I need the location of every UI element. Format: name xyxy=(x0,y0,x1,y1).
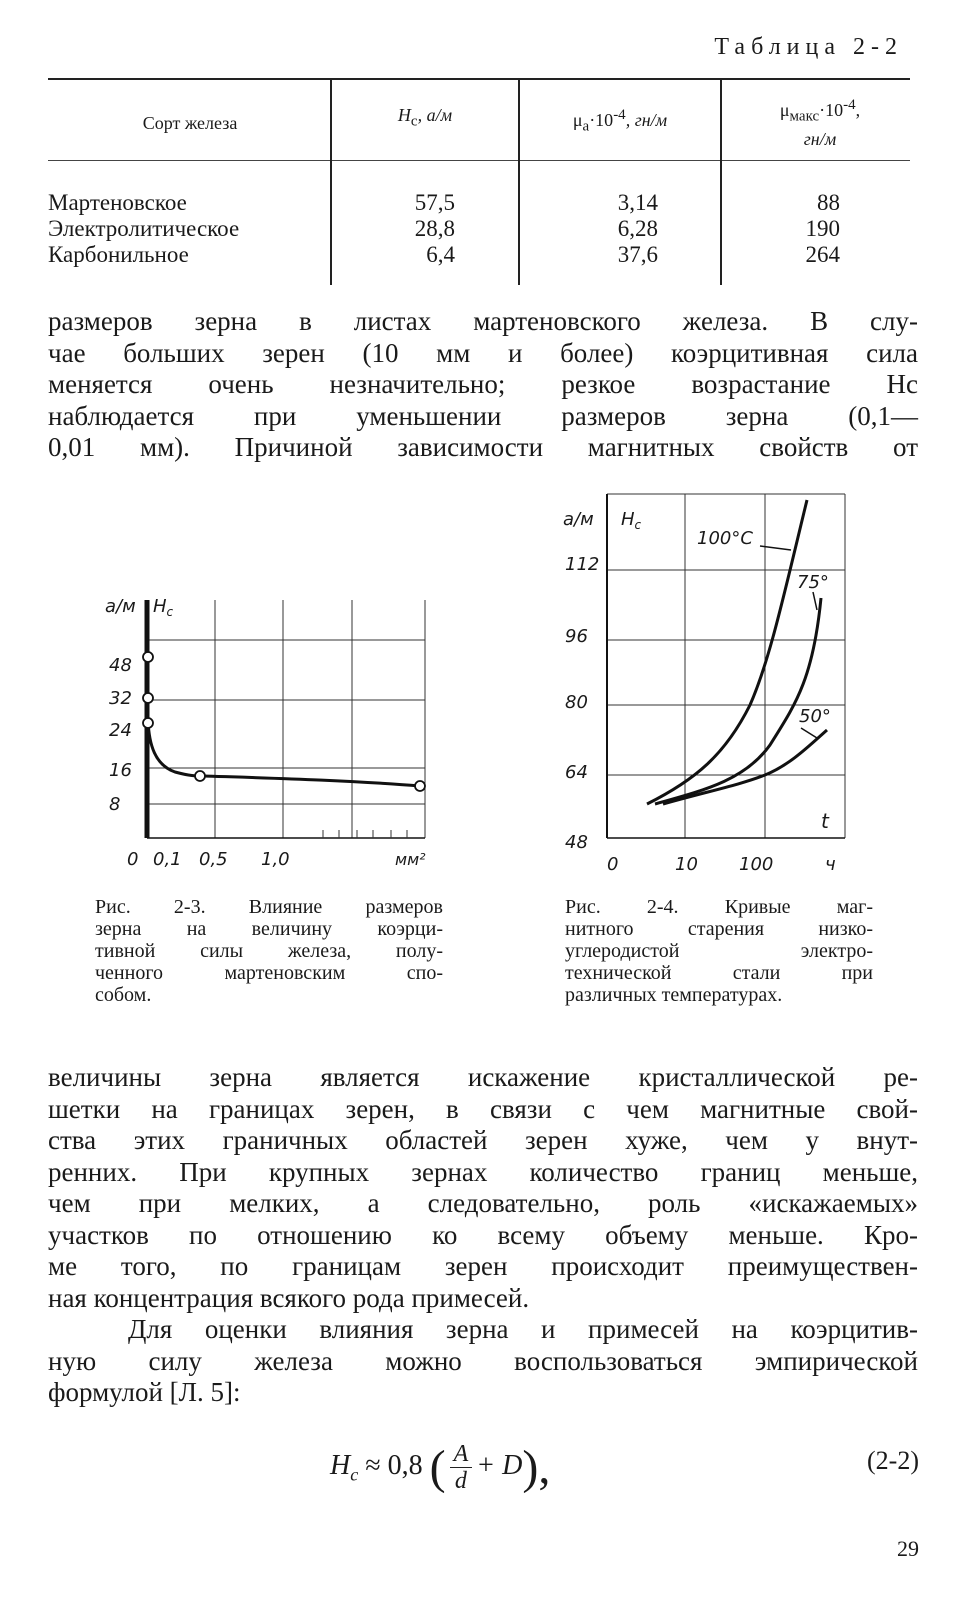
data-point xyxy=(415,781,425,791)
table-col-hc xyxy=(340,190,455,268)
y-tick-label: 32 xyxy=(109,688,132,709)
table-cell: 28,8 xyxy=(414,216,455,241)
table-cell: 190 xyxy=(805,216,840,241)
y-tick-label: 8 xyxy=(109,794,121,815)
y-tick-label: 48 xyxy=(565,832,588,853)
text-line: ме того, по границам зерен происходит преимуществен- xyxy=(48,1251,918,1281)
series-line xyxy=(655,598,821,804)
curve-label-100: 100°C xyxy=(697,528,753,549)
label-leader xyxy=(813,592,817,610)
y-axis-symbol: $H_c$ xyxy=(621,509,642,532)
caption-line: углеродистой электро- xyxy=(565,940,873,962)
x-tick-label: 0 xyxy=(607,854,619,875)
y-tick-label: 48 xyxy=(109,655,132,676)
table-cell: 57,5 xyxy=(414,190,455,215)
caption-line: различных температурах. xyxy=(565,984,783,1006)
figure-2-3-caption xyxy=(95,896,443,1006)
text-line: шетки на границах зерен, в связи с чем магнитные свой- xyxy=(48,1093,918,1124)
y-axis-symbol: $H_c$ xyxy=(153,596,174,619)
series-line xyxy=(663,730,827,804)
page-number: 29 xyxy=(897,1536,919,1561)
chart-grid xyxy=(147,600,425,838)
y-tick-label: 64 xyxy=(565,762,588,783)
table-col-divider xyxy=(330,80,332,285)
caption-line: тивной силы железа, полу- xyxy=(95,940,443,962)
y-tick-label: 96 xyxy=(565,626,588,647)
caption-line: зерна на величину коэрци- xyxy=(95,918,443,940)
table-header-grade: Сорт железа xyxy=(142,113,238,133)
caption-line: ченного мартеновским спо- xyxy=(95,962,443,984)
table-cell: 3,14 xyxy=(617,190,658,215)
table-cell: 6,28 xyxy=(617,216,658,241)
y-axis-unit: а/м xyxy=(563,509,594,530)
data-point xyxy=(195,771,205,781)
caption-line: нитного старения низко- xyxy=(565,918,873,940)
table-header-rule xyxy=(48,160,910,161)
table-cell: 6,4 xyxy=(426,242,455,267)
table-header-mua: $\mu_a\cdot 10^{-4}$, гн/м xyxy=(572,107,668,135)
caption-line: технической стали при xyxy=(565,962,873,984)
chart-axes xyxy=(147,600,425,838)
text-line: размеров зерна в листах мартеновского железа. В слу- xyxy=(48,306,918,336)
y-axis-unit: а/м xyxy=(105,596,136,617)
text-line: 0,01 мм). Причиной зависимости магнитных свойств от xyxy=(48,432,918,462)
x-axis-symbol: t xyxy=(821,809,829,833)
text-line: чае больших зерен (10 мм и более) коэрцитивная сила xyxy=(48,337,918,368)
text-line: чем при мелких, а следовательно, роль «искажаемых» xyxy=(48,1188,918,1218)
y-tick-label: 112 xyxy=(565,554,600,575)
curve-label-50: 50° xyxy=(799,706,831,727)
x-tick-label: 0,5 xyxy=(199,849,228,870)
text-line: наблюдается при уменьшении размеров зерна (0,1— xyxy=(48,400,918,431)
figure-2-4-caption xyxy=(565,896,873,1006)
text-line: меняется очень незначительно; резкое возрастание Hc xyxy=(48,369,918,399)
table-cell: Мартеновское xyxy=(48,190,187,215)
table-cell: Карбонильное xyxy=(48,242,189,267)
equation-number: (2-2) xyxy=(867,1446,919,1475)
figure-2-4-chart xyxy=(555,490,875,880)
fraction: $\frac{A}{d}$ xyxy=(450,1441,473,1494)
caption-line: Рис. 2-4. Кривые маг- xyxy=(565,896,873,918)
table-cell: 88 xyxy=(817,190,840,215)
x-axis-unit: мм² xyxy=(395,850,426,869)
table-col-divider xyxy=(518,80,520,285)
data-point xyxy=(143,693,153,703)
table-col-divider xyxy=(720,80,722,285)
paragraph-1 xyxy=(48,306,918,464)
curve-label-75: 75° xyxy=(797,572,829,593)
text-line: величины зерна является искажение кристаллической ре- xyxy=(48,1062,918,1092)
caption-line: собом. xyxy=(95,984,152,1006)
table-col-grade xyxy=(48,190,323,268)
text-line: формулой [Л. 5]: xyxy=(48,1377,241,1407)
formula-2-2: $H_c \approx 0,8$ ( $\frac{A}{d}$ + D), xyxy=(330,1441,551,1494)
table-cell: 37,6 xyxy=(617,242,658,267)
x-tick-label: 0 xyxy=(127,849,139,870)
table-col-mua xyxy=(528,190,658,268)
text-line: ренних. При крупных зернах количество границ меньше, xyxy=(48,1156,918,1187)
table-top-rule xyxy=(48,78,910,80)
x-tick-label: 10 xyxy=(675,854,698,875)
table-caption: Таблица 2-2 xyxy=(714,34,903,60)
paragraph-2 xyxy=(48,1062,918,1409)
data-point xyxy=(143,652,153,662)
y-tick-label: 16 xyxy=(109,760,132,781)
x-tick-label: 100 xyxy=(739,854,774,875)
x-tick-label: 0,1 xyxy=(153,849,182,870)
table-cell: Электролитическое xyxy=(48,216,240,241)
label-leader xyxy=(801,728,817,738)
x-tick-label: ч xyxy=(825,854,836,875)
text-line: ная концентрация всякого рода примесей. xyxy=(48,1282,530,1313)
series-line xyxy=(148,640,420,786)
table-header-hc: $H_c$, а/м xyxy=(397,105,453,130)
text-line: участков по отношению ко всему объему меньше. Кро- xyxy=(48,1219,918,1250)
text-line: ную силу железа можно воспользоваться эмпирической xyxy=(48,1345,918,1376)
y-tick-label: 80 xyxy=(565,692,588,713)
figure-2-3-chart xyxy=(95,570,455,880)
caption-line: Рис. 2-3. Влияние размеров xyxy=(95,896,443,918)
text-line: ства этих граничных областей зерен хуже, чем у внут- xyxy=(48,1125,918,1155)
table-cell: 264 xyxy=(805,242,840,267)
text-line: Для оценки влияния зерна и примесей на коэрцитив- xyxy=(128,1314,918,1344)
table-col-mumax xyxy=(730,190,840,268)
y-tick-label: 24 xyxy=(109,720,132,741)
x-tick-label: 1,0 xyxy=(261,849,290,870)
data-point xyxy=(143,718,153,728)
table-header-mumax: $\mu_{макс}\cdot 10^{-4}$, гн/м xyxy=(779,97,861,149)
